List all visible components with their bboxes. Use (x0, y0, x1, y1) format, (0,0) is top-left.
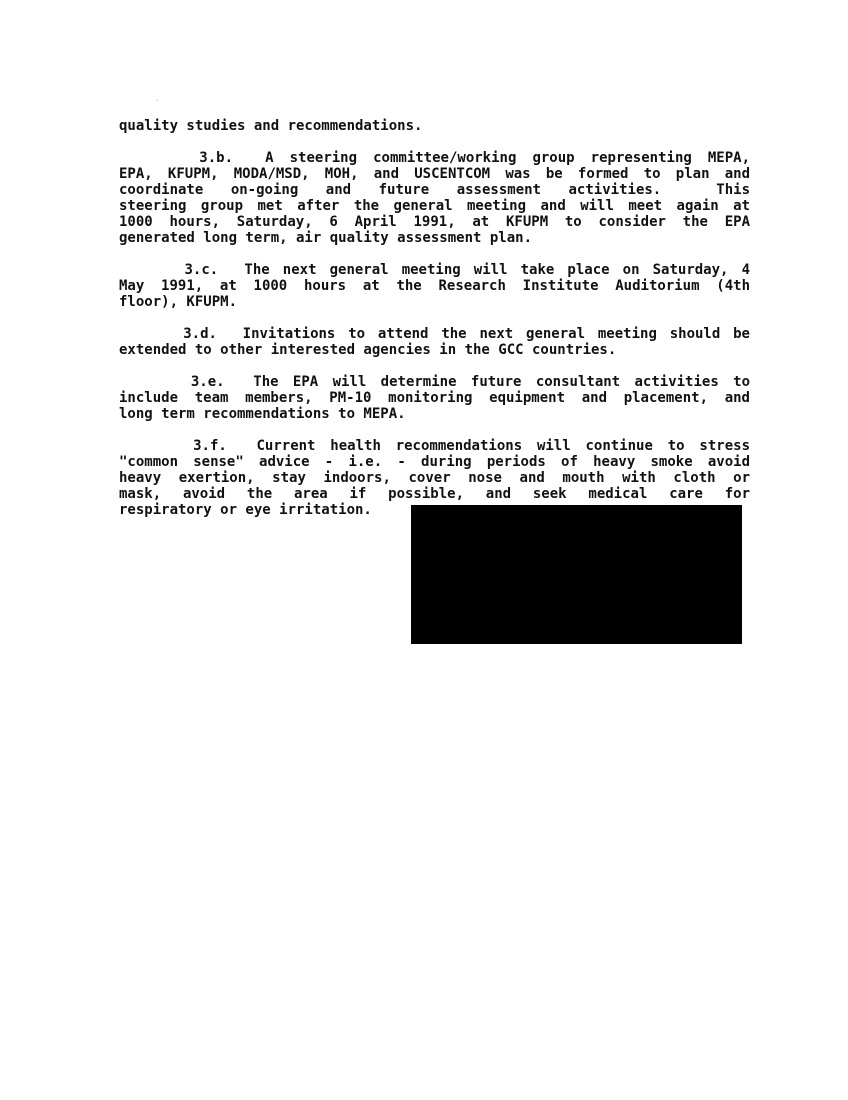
paragraph-3d-line-2: extended to other interested agencies in the GCC countries. (119, 342, 617, 358)
paragraph-3e-line-3: long term recommendations to MEPA. (119, 406, 406, 422)
paragraph-3b-line-5: 1000 hours, Saturday, 6 April 1991, at KFUPM to consider the EPA (119, 214, 750, 230)
paragraph-3b-line-2: EPA, KFUPM, MODA/MSD, MOH, and USCENTCOM was be formed to plan and (119, 166, 750, 182)
paragraph-3f-line-4: mask, avoid the area if possible, and seek medical care for (119, 486, 750, 502)
opening-line: quality studies and recommendations. (119, 118, 423, 134)
scan-speck (157, 100, 158, 101)
paragraph-3f-line-1: 3.f. Current health recommendations will continue to stress (119, 438, 750, 454)
paragraph-3e-line-1: 3.e. The EPA will determine future consultant activities to (119, 374, 750, 390)
paragraph-3c-line-2: May 1991, at 1000 hours at the Research Institute Auditorium (4th (119, 278, 750, 294)
paragraph-3b-line-6: generated long term, air quality assessment plan. (119, 230, 533, 246)
paragraph-3e-line-2: include team members, PM-10 monitoring equipment and placement, and (119, 390, 750, 406)
paragraph-3c-line-3: floor), KFUPM. (119, 294, 238, 310)
paragraph-3f-line-2: "common sense" advice - i.e. - during periods of heavy smoke avoid (119, 454, 750, 470)
paragraph-3c-line-1: 3.c. The next general meeting will take place on Saturday, 4 (119, 262, 750, 278)
paragraph-3b-line-3: coordinate on-going and future assessment activities. This (119, 182, 750, 198)
paragraph-3b-line-4: steering group met after the general meeting and will meet again at (119, 198, 750, 214)
paragraph-3b-line-1: 3.b. A steering committee/working group representing MEPA, (119, 150, 750, 166)
paragraph-3d-line-1: 3.d. Invitations to attend the next general meeting should be (119, 326, 750, 342)
redaction-block (411, 505, 742, 644)
paragraph-3f-line-5: respiratory or eye irritation. (119, 502, 372, 518)
paragraph-3f-line-3: heavy exertion, stay indoors, cover nose and mouth with cloth or (119, 470, 750, 486)
